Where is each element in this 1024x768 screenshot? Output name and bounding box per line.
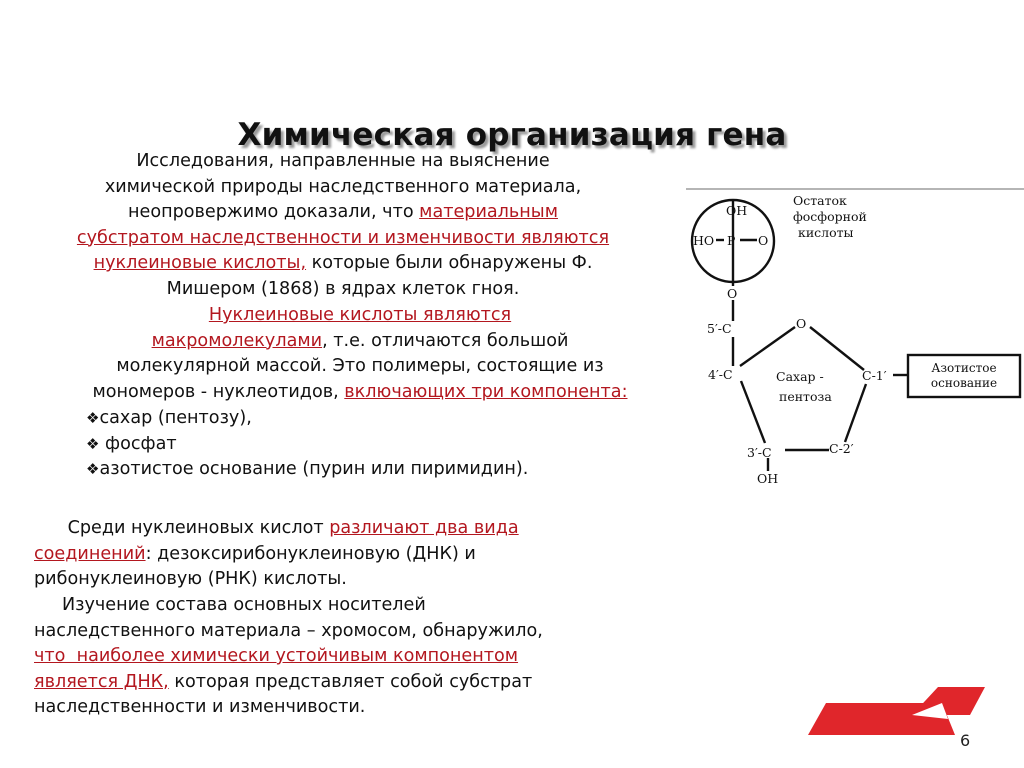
para4-highlight-2: является ДНК,: [34, 671, 169, 692]
phosphate-label-line3: кислоты: [798, 225, 854, 240]
para2-line4: мономеров - нуклеотидов,: [92, 381, 345, 402]
para4-line5: наследственности и изменчивости.: [34, 697, 366, 717]
oh-bottom-label: OH: [757, 471, 779, 486]
para3-highlight-1: различают два вида: [329, 518, 519, 538]
para4-line4: которая представляет собой субстрат: [168, 671, 533, 692]
para1-line2: химической природы наследственного материала,: [104, 176, 582, 197]
para3-line1: Среди нуклеиновых кислот: [67, 518, 330, 538]
para1-highlight-2: субстратом наследственности и изменчивости являются: [76, 227, 610, 248]
para3-line3: рибонуклеиновую (РНК) кислоты.: [34, 569, 347, 589]
para3-highlight-2: соединений: [34, 543, 146, 564]
page-number: 6: [960, 731, 971, 750]
para2-highlight-3: включающих три компонента:: [344, 381, 628, 402]
slide-title: Химическая организация гена: [237, 117, 787, 153]
bullet-item-sugar: сахар (пентозу),: [99, 408, 252, 428]
para4-highlight-1: что наиболее химически устойчивым компонентом: [34, 646, 519, 666]
o-right-label: O: [758, 233, 769, 248]
base-label-line1: Азотистое: [931, 361, 997, 375]
para2-highlight-2: макромолекулами: [151, 330, 323, 351]
para4-line1: Изучение состава основных носителей: [61, 595, 426, 615]
c4-label: 4′-C: [708, 367, 733, 382]
bullet-icon: ❖: [86, 460, 100, 478]
para1-line1: Исследования, направленные на выяснение: [136, 151, 550, 171]
para1-line5: которые были обнаружены Ф.: [306, 253, 593, 273]
oh-top-label: OH: [726, 203, 748, 218]
c1-label: C-1′: [862, 368, 887, 383]
phosphate-label-line2: фосфорной: [793, 209, 867, 224]
ho-label: HO: [693, 233, 715, 248]
para1-line3: неопровержимо доказали, что: [128, 202, 420, 222]
base-label-line2: основание: [930, 376, 998, 390]
p-label: P: [727, 233, 736, 248]
o-ring-label: O: [796, 316, 807, 331]
para1-highlight-3: нуклеиновые кислоты,: [93, 253, 307, 273]
c2-label: C-2′: [829, 441, 854, 456]
ring-bond-c4-o: [740, 327, 795, 366]
para2-highlight-1: Нуклеиновые кислоты являются: [208, 305, 512, 325]
bullet-item-base: азотистое основание (пурин или пиримидин).: [99, 459, 529, 479]
ring-bond-o-c1: [810, 327, 864, 370]
bullet-icon: ❖: [86, 409, 100, 427]
bullet-item-phosphate: фосфат: [99, 433, 177, 454]
ring-bond-c1-c2: [845, 384, 866, 442]
c5-label: 5′-C: [707, 321, 732, 336]
sugar-label-line1: Сахар -: [776, 369, 824, 384]
sugar-label-line2: пентоза: [779, 389, 832, 404]
bullet-icon: ❖: [86, 434, 100, 453]
c3-label: 3′-C: [747, 445, 772, 460]
para1-line6: Мишером (1868) в ядрах клеток гноя.: [166, 278, 520, 299]
ring-bond-c4-c3: [741, 381, 765, 443]
para2-line3: молекулярной массой. Это полимеры, состоящие из: [116, 356, 604, 376]
para1-highlight-1: материальным: [419, 202, 558, 222]
phosphate-label-line1: Остаток: [793, 193, 847, 208]
para4-line2: наследственного материала – хромосом, обнаружило,: [34, 620, 543, 641]
para3-line2: : дезоксирибонуклеиновую (ДНК) и: [145, 543, 476, 564]
para2-line2: , т.е. отличаются большой: [322, 330, 569, 351]
o-link-label: O: [727, 286, 738, 301]
